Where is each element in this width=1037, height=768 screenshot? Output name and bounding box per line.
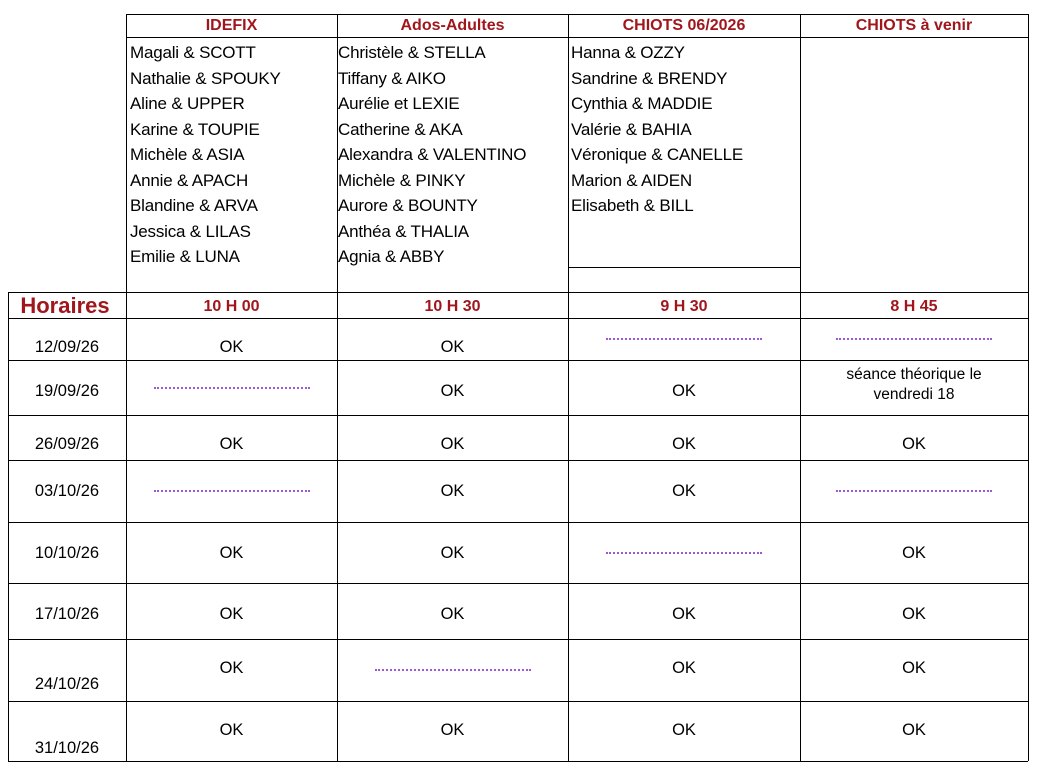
grid-line: [8, 415, 1028, 416]
schedule-status: OK: [902, 544, 926, 562]
schedule-status: OK: [672, 435, 696, 453]
grid-line: [8, 761, 1028, 762]
schedule-status: OK: [672, 721, 696, 739]
col-header-idefix: IDEFIX: [205, 17, 258, 34]
schedule-status: OK: [219, 544, 244, 562]
member-name: Aurélie et LEXIE: [338, 94, 460, 113]
schedule-status: OK: [440, 382, 465, 400]
grid-line: [8, 460, 1028, 461]
member-name: Elisabeth & BILL: [571, 196, 694, 215]
schedule-note: séance théorique le vendredi 18: [846, 366, 982, 403]
schedule-date: 26/09/26: [34, 435, 100, 453]
grid-line: [8, 639, 1028, 640]
grid-line: [8, 318, 1028, 319]
member-name: Aline & UPPER: [130, 94, 245, 113]
schedule-date: 19/09/26: [34, 382, 100, 400]
member-name: Blandine & ARVA: [130, 196, 258, 215]
member-name: Catherine & AKA: [338, 119, 463, 139]
member-name: Aurore & BOUNTY: [338, 196, 478, 215]
schedule-status: OK: [902, 435, 926, 453]
grid-line: [8, 292, 9, 761]
member-name: Sandrine & BRENDY: [571, 68, 728, 88]
time-chiots-062026: 9 H 30: [660, 298, 708, 315]
member-name: Tiffany & AIKO: [338, 68, 446, 88]
member-name: Karine & TOUPIE: [130, 119, 260, 139]
time-idefix: 10 H 00: [203, 298, 260, 315]
grid-line: [126, 292, 127, 761]
member-name: Agnia & ABBY: [338, 247, 445, 266]
schedule-status: OK: [219, 659, 244, 677]
grid-line: [8, 360, 1028, 361]
schedule-date: 31/10/26: [34, 739, 100, 757]
grid-line: [568, 292, 569, 761]
member-name: Annie & APACH: [130, 170, 249, 190]
schedule-status: OK: [440, 605, 465, 623]
absent-dash: [154, 387, 310, 389]
schedule-status: OK: [219, 435, 244, 453]
absent-dash: [836, 490, 992, 492]
grid-line: [8, 583, 1028, 584]
absent-dash: [154, 490, 310, 492]
schedule-date: 17/10/26: [34, 605, 100, 623]
schedule-status: OK: [672, 382, 696, 400]
schedule-status: OK: [440, 338, 465, 356]
members-idefix: [130, 40, 281, 270]
horaires-label: Horaires: [20, 293, 110, 318]
schedule-status: OK: [902, 605, 926, 623]
schedule-status: OK: [440, 544, 465, 562]
time-ados-adultes: 10 H 30: [424, 298, 481, 315]
schedule-date: 24/10/26: [34, 675, 100, 693]
schedule-date: 03/10/26: [34, 482, 100, 500]
grid-line: [568, 267, 800, 268]
absent-dash: [606, 338, 762, 340]
grid-line: [800, 292, 801, 761]
schedule-status: OK: [219, 605, 244, 623]
member-name: Valérie & BAHIA: [571, 119, 692, 139]
members-chiots-062026: [571, 40, 743, 219]
member-name: Nathalie & SPOUKY: [130, 68, 281, 88]
member-name: Marion & AIDEN: [571, 170, 692, 190]
schedule-status: OK: [440, 721, 465, 739]
member-name: Alexandra & VALENTINO: [338, 145, 527, 164]
schedule-status: OK: [219, 721, 244, 739]
grid-line: [800, 14, 801, 292]
grid-line: [337, 14, 338, 292]
grid-line: [8, 701, 1028, 702]
schedule-status: OK: [440, 435, 465, 453]
col-header-chiots-062026: CHIOTS 06/2026: [622, 17, 746, 34]
grid-line: [126, 14, 127, 292]
grid-line: [126, 37, 1028, 38]
schedule-status: OK: [440, 482, 465, 500]
grid-line: [568, 14, 569, 292]
member-name: Hanna & OZZY: [571, 43, 685, 62]
member-name: Anthéa & THALIA: [338, 221, 469, 241]
schedule-status: OK: [902, 721, 926, 739]
member-name: Magali & SCOTT: [130, 43, 256, 62]
member-name: Cynthia & MADDIE: [571, 94, 713, 113]
member-name: Jessica & LILAS: [130, 221, 251, 241]
schedule-status: OK: [672, 482, 696, 500]
grid-line: [8, 522, 1028, 523]
grid-line: [126, 14, 1028, 15]
grid-line: [1028, 14, 1029, 292]
grid-line: [1028, 292, 1029, 761]
members-ados-adultes: [338, 40, 526, 270]
schedule-status: OK: [219, 338, 244, 356]
col-header-ados-adultes: Ados-Adultes: [400, 17, 505, 34]
absent-dash: [836, 338, 992, 340]
absent-dash: [375, 669, 531, 671]
schedule-status: OK: [672, 605, 696, 623]
schedule-status: OK: [672, 659, 696, 677]
member-name: Michèle & ASIA: [130, 145, 245, 164]
schedule-status: OK: [902, 659, 926, 677]
grid-line: [337, 292, 338, 761]
member-name: Michèle & PINKY: [338, 170, 466, 190]
member-name: Emilie & LUNA: [130, 247, 240, 266]
col-header-chiots-a-venir: CHIOTS à venir: [855, 17, 973, 34]
absent-dash: [606, 552, 762, 554]
grid-line: [8, 292, 1028, 293]
schedule-date: 12/09/26: [34, 338, 100, 356]
time-chiots-a-venir: 8 H 45: [890, 298, 938, 315]
member-name: Christèle & STELLA: [338, 43, 486, 62]
member-name: Véronique & CANELLE: [571, 145, 743, 164]
schedule-date: 10/10/26: [34, 544, 100, 562]
